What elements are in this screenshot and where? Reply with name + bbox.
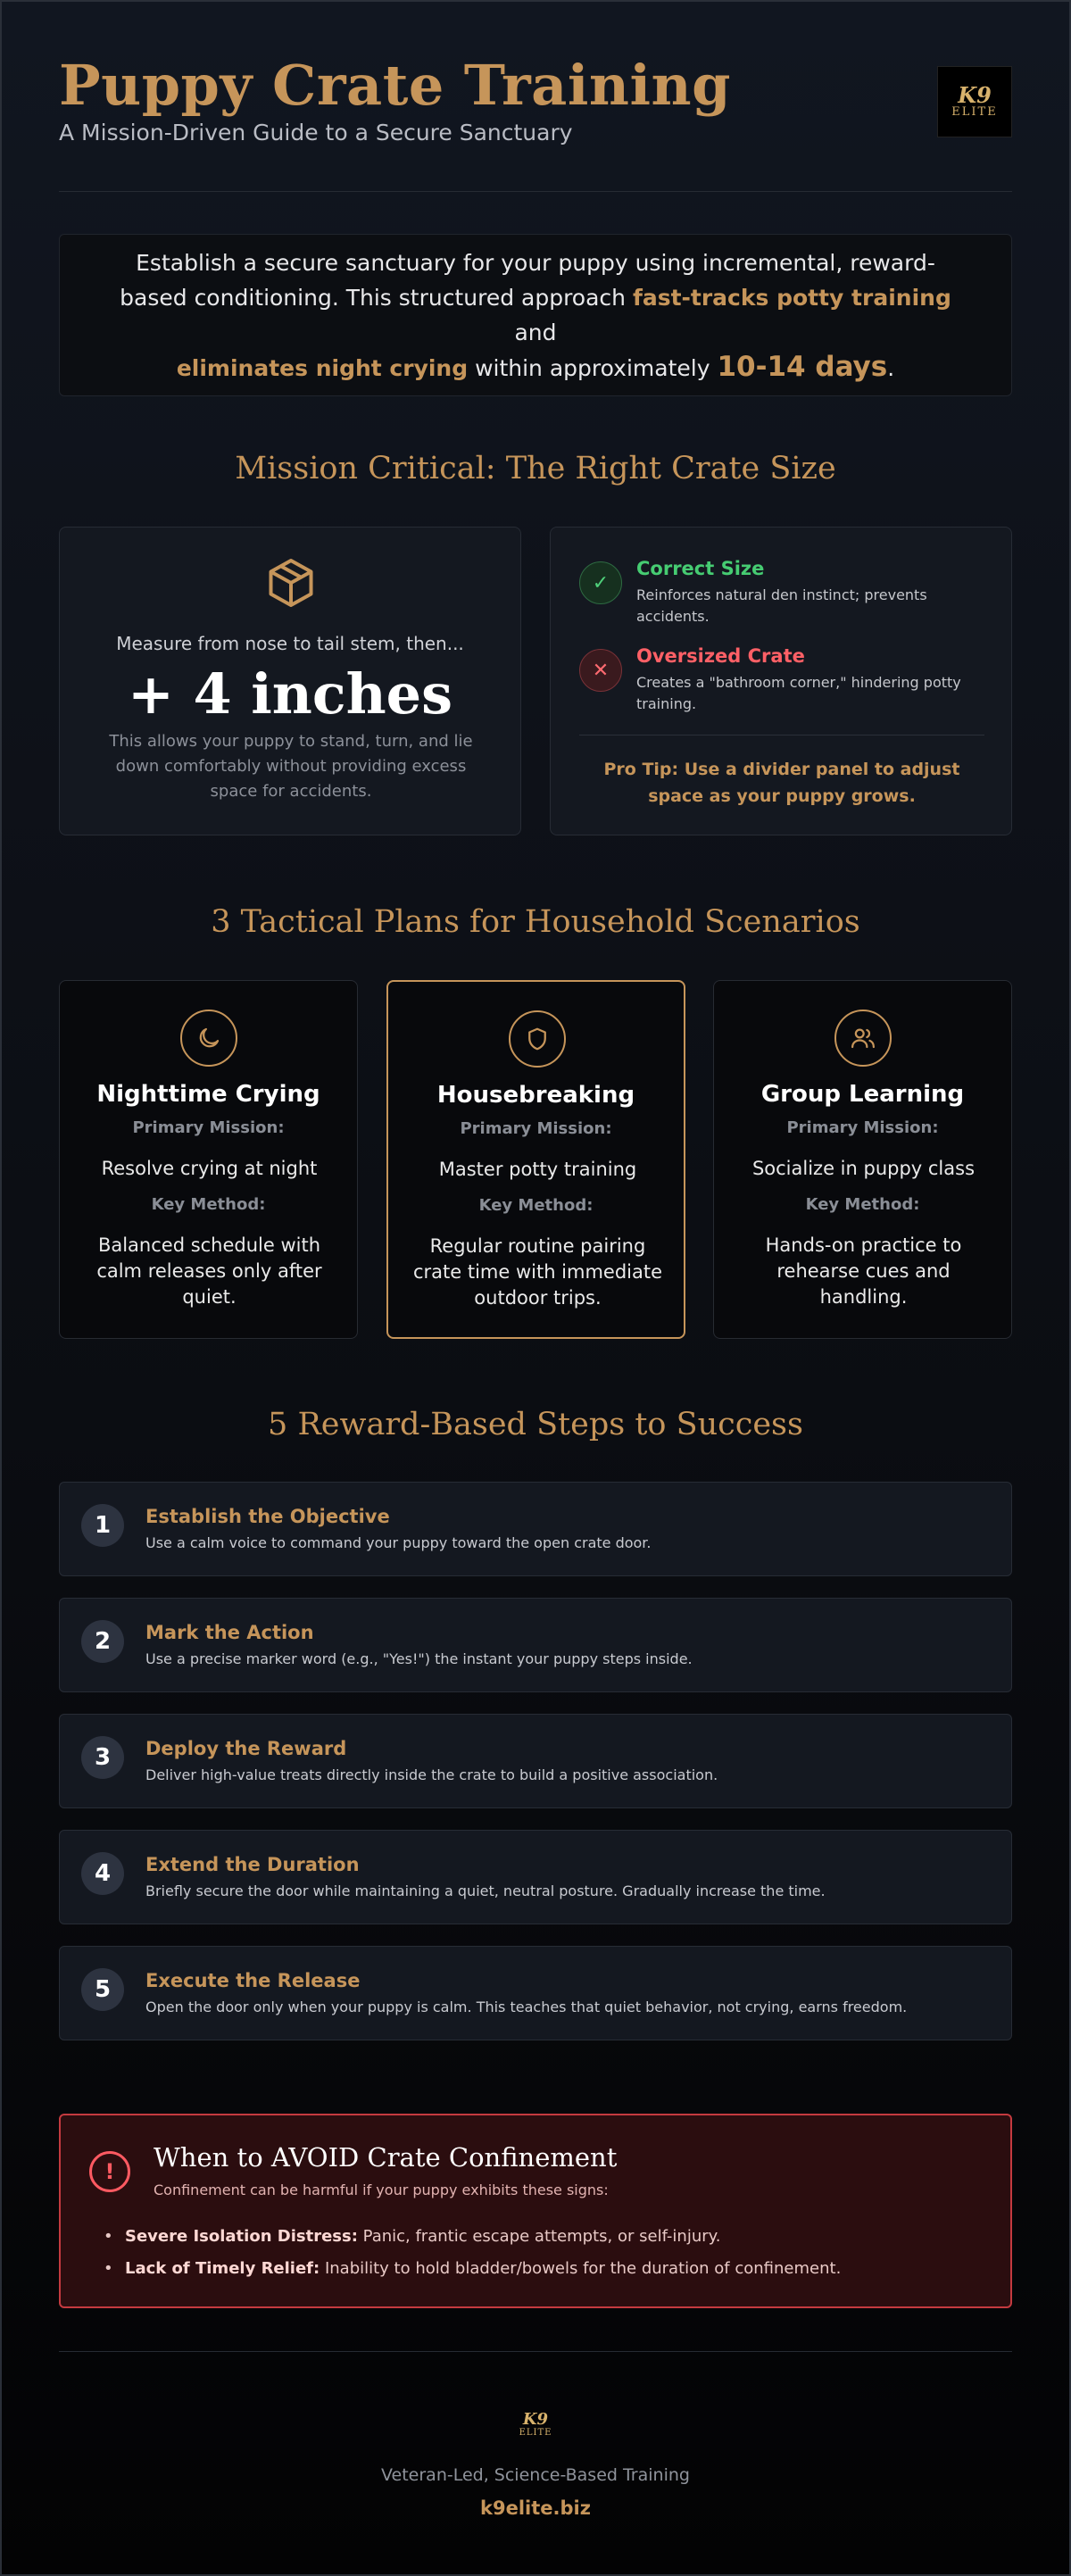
plan-mission: Resolve crying at night [101,1158,318,1179]
x-icon: ✕ [579,649,622,692]
footer-link[interactable]: k9elite.biz [480,2497,591,2519]
oversized-desc: Creates a "bathroom corner," hindering potty training. [636,674,961,712]
step-number: 4 [81,1852,124,1895]
plan-card-housebreaking [386,980,685,1339]
warning-item-label: Severe Isolation Distress: [125,2227,358,2246]
intro-highlight: eliminates night crying [176,354,469,381]
step-item [59,1946,1012,2040]
plan-mission: Socialize in puppy class [751,1158,976,1179]
measure-value: + 4 inches [127,661,453,727]
intro-part: . [887,354,895,381]
plan-title: Nighttime Crying [96,1081,320,1108]
step-desc: Briefly secure the door while maintaining a quiet, neutral posture. Gradually increase the time. [145,1882,826,1899]
step-number: 2 [81,1620,124,1663]
plan-method-label: Key Method: [805,1195,920,1214]
alert-icon: ! [89,2151,130,2192]
footer-tagline: Veteran-Led, Science-Based Training [381,2465,690,2485]
correct-size-desc: Reinforces natural den instinct; prevents accidents. [636,586,927,625]
step-title: Mark the Action [145,1622,314,1643]
step-title: Execute the Release [145,1970,361,1991]
measure-instruction: Measure from nose to tail stem, then... [116,633,464,654]
shield-icon [509,1010,566,1068]
step-desc: Open the door only when your puppy is calm. This teaches that quiet behavior, not crying, earns freedom. [145,1998,908,2015]
logo-wordmark: ELITE [951,105,998,119]
step-number: 3 [81,1736,124,1779]
intro-text [113,245,958,386]
step-title: Establish the Objective [145,1506,390,1527]
page-header [59,52,1012,150]
step-item [59,1714,1012,1808]
footer-logo-mark: K9 [522,2409,549,2429]
step-title: Deploy the Reward [145,1738,347,1759]
warning-panel [59,2114,1012,2308]
step-desc: Use a calm voice to command your puppy toward the open crate door. [145,1534,652,1551]
oversized-row [579,645,990,712]
plan-card-nighttime [59,980,358,1339]
plan-method-label: Key Method: [478,1196,594,1215]
intro-part: within approximately [468,354,718,381]
plan-method-label: Key Method: [151,1195,266,1214]
plan-method: Balanced schedule with calm releases only after quiet. [96,1234,322,1308]
brand-logo [937,66,1012,137]
plan-title: Group Learning [760,1081,965,1108]
pro-tip: Pro Tip: Use a divider panel to adjust space as your puppy grows. [603,760,960,806]
size-comparison-card [550,527,1012,835]
plan-title: Housebreaking [436,1082,635,1109]
correct-size-label: Correct Size [636,558,765,579]
intro-duration: 10-14 days [717,350,888,383]
warning-title: When to AVOID Crate Confinement [154,2142,618,2173]
plan-method: Hands-on practice to rehearse cues and handling. [765,1234,962,1308]
step-item [59,1830,1012,1924]
step-item [59,1598,1012,1692]
logo-mark: K9 [958,82,992,108]
moon-icon [180,1010,237,1067]
measure-card [59,527,521,835]
step-desc: Deliver high-value treats directly inside the crate to build a positive association. [145,1766,718,1783]
crate-size-heading: Mission Critical: The Right Crate Size [235,451,836,486]
warning-subtitle: Confinement can be harmful if your puppy exhibits these signs: [154,2181,609,2198]
step-title: Extend the Duration [145,1854,360,1875]
step-number: 5 [81,1968,124,2011]
intro-part: Establish a secure sanctuary for your puppy using incremental, reward-based conditioning. This structured approach [120,249,935,311]
plan-card-group [713,980,1012,1339]
footer-divider [59,2351,1012,2352]
page-subtitle: A Mission-Driven Guide to a Secure Sanctuary [59,120,573,145]
plan-method: Regular routine pairing crate time with immediate outdoor trips. [412,1235,663,1309]
warning-list [104,2221,978,2285]
oversized-label: Oversized Crate [636,645,805,667]
plan-mission-label: Primary Mission: [460,1119,612,1138]
header-divider [59,191,1012,192]
intro-panel [59,234,1012,396]
intro-part: and [514,319,557,345]
step-number: 1 [81,1504,124,1547]
plans-heading: 3 Tactical Plans for Household Scenarios [211,904,860,940]
step-desc: Use a precise marker word (e.g., "Yes!") the instant your puppy steps inside. [145,1650,693,1667]
plan-mission: Master potty training [438,1159,637,1180]
box-icon [264,554,318,615]
measure-note: This allows your puppy to stand, turn, and lie down comfortably without providing excess space for accidents. [109,732,473,801]
plan-mission-label: Primary Mission: [132,1118,285,1137]
correct-size-row [579,558,990,625]
step-item [59,1482,1012,1576]
steps-heading: 5 Reward-Based Steps to Success [268,1407,803,1442]
warning-item [104,2253,978,2285]
check-icon: ✓ [579,561,622,604]
page-title: Puppy Crate Training [59,53,731,118]
footer-logo-wordmark: ELITE [519,2427,552,2438]
warning-item-label: Lack of Timely Relief: [125,2259,320,2278]
warning-item-text: Inability to hold bladder/bowels for the duration of confinement. [320,2259,842,2278]
footer-logo [514,2403,557,2446]
plan-mission-label: Primary Mission: [786,1118,939,1137]
warning-item [104,2221,978,2253]
users-icon [834,1010,892,1067]
intro-highlight: fast-tracks potty training [632,284,951,311]
warning-item-text: Panic, frantic escape attempts, or self-injury. [357,2227,721,2246]
